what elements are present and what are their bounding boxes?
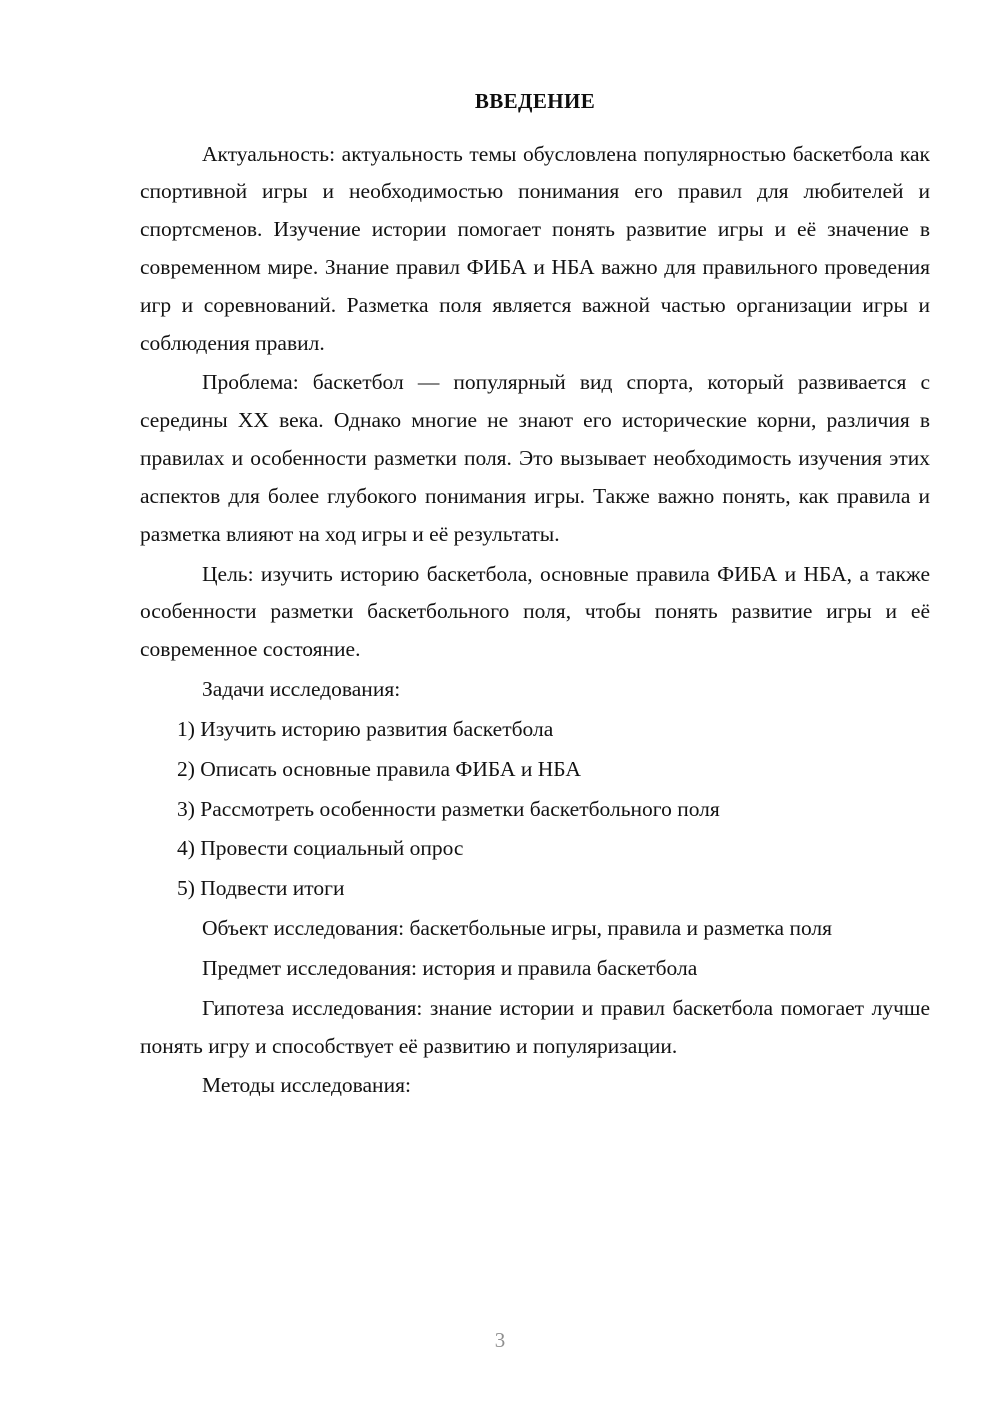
paragraph-goal: Цель: изучить историю баскетбола, основные правила ФИБА и НБА, а также особенности разметки баскетбольного поля, чтобы понять развитие игры и её современное состояние. (140, 561, 930, 662)
paragraph-relevance: Актуальность: актуальность темы обусловлена популярностью баскетбола как спортивной игры и необходимостью понимания его правил для любителей и спортсменов. Изучение истории помогает понять развитие игры и её значение в современном мире. Знание правил ФИБА и НБА важно для правильного проведения игр и соревнований. Разметка поля является важной частью организации игры и соблюдения правил. (140, 141, 930, 355)
list-item: 1) Изучить историю развития баскетбола (177, 716, 554, 741)
document-content (140, 86, 930, 1107)
paragraph-subject: Предмет исследования: история и правила баскетбола (202, 955, 698, 980)
list-item: 5) Подвести итоги (177, 876, 345, 901)
paragraph-problem: Проблема: баскетбол — популярный вид спорта, который развивается с середины XX века. Однако многие не знают его исторические корни, различия в правилах и особенности разметки поля. Это вызывает необходимость изучения этих аспектов для более глубокого понимания игры. Также важно понять, как правила и разметка влияют на ход игры и её результаты. (140, 370, 930, 546)
tasks-heading: Задачи исследования: (202, 677, 401, 702)
page-title: ВВЕДЕНИЕ (474, 89, 596, 113)
paragraph-object: Объект исследования: баскетбольные игры, правила и разметка поля (202, 916, 833, 941)
list-item: 2) Описать основные правила ФИБА и НБА (177, 756, 581, 781)
paragraph-hypothesis: Гипотеза исследования: знание истории и правил баскетбола помогает лучше понять игру и способствует её развитию и популяризации. (140, 995, 930, 1058)
tasks-list (140, 711, 930, 908)
methods-heading: Методы исследования: (202, 1073, 411, 1098)
list-item: 3) Рассмотреть особенности разметки баскетбольного поля (177, 796, 720, 821)
list-item: 4) Провести социальный опрос (177, 836, 464, 861)
page-number: 3 (494, 1328, 506, 1352)
